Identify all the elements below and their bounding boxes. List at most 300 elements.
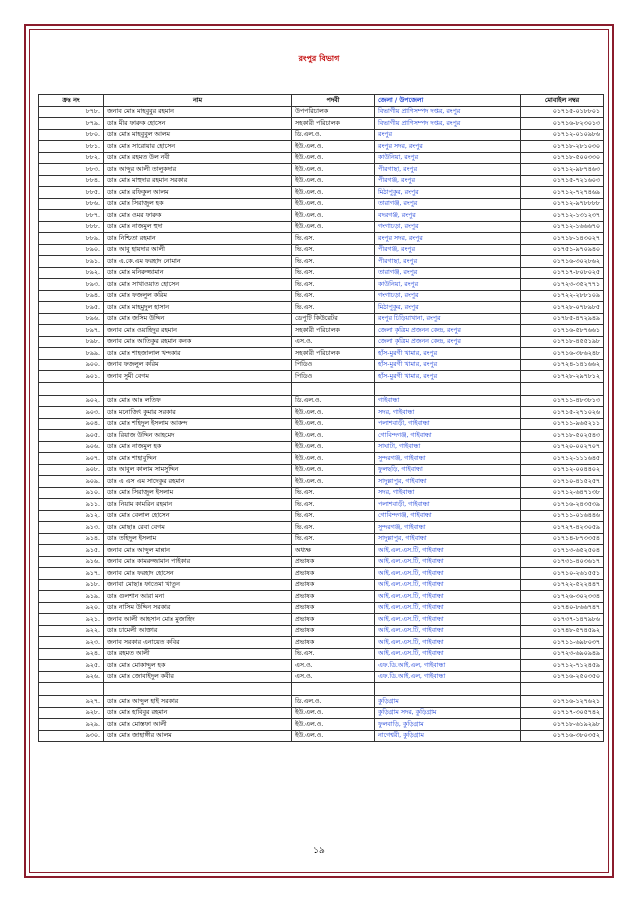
cell-designation: প্রভাষক	[292, 637, 375, 649]
cell-name: ডাঃ মোঃ সিরাজুল হক	[104, 198, 292, 210]
cell-mobile: ০১৭৪৮-৫৭৪৫৯২	[521, 625, 604, 637]
cell-designation: ভি.এস.	[292, 267, 375, 279]
spacer-cell	[104, 382, 292, 395]
cell-name: ডাঃ তহিদুল ইসলাম	[104, 533, 292, 545]
cell-designation: অধ্যক্ষ	[292, 545, 375, 557]
cell-serial: ৯১৬.	[39, 556, 104, 568]
cell-name: ডাঃ মোঃ আঃ লতিফ	[104, 395, 292, 407]
cell-name: ডাঃ মোঃ মনিরুজ্জামান	[104, 267, 292, 279]
cell-location: তারাগঞ্জ, রংপুর	[375, 198, 521, 210]
cell-name: ডাঃ নিশ্চিতা রহমান	[104, 233, 292, 245]
cell-designation: ইউ.এল.ও.	[292, 141, 375, 153]
cell-location: আই.এল.এস.টি, গাইবান্ধা	[375, 568, 521, 580]
cell-location: হাঁস-মুরগী খামার, রংপুর	[375, 359, 521, 371]
cell-mobile: ০১৭১৬-৫৮৭৬৬১	[521, 325, 604, 337]
cell-location: হাঁস-মুরগী খামার, রংপুর	[375, 371, 521, 383]
cell-mobile: ০১৭১২-১৩১২৩৭	[521, 210, 604, 222]
cell-location: বদরগঞ্জ, রংপুর	[375, 210, 521, 222]
cell-mobile: ০১৭৩৭-১৪৭৯৮৬	[521, 614, 604, 626]
cell-name: জনাব আলী আহসান মোঃ মুজাহিদ	[104, 614, 292, 626]
cell-serial: ৯০১.	[39, 371, 104, 383]
cell-mobile: ০১৭১৬-৩৮৬২৪৮	[521, 348, 604, 360]
cell-designation: ভি.এস.	[292, 290, 375, 302]
cell-mobile: ০১৭১৭-৮০৮০২৫	[521, 267, 604, 279]
cell-mobile: ০১৭১৫-২৭১০২৬	[521, 407, 604, 419]
cell-name: ডাঃ গুলশান আরা মনা	[104, 591, 292, 603]
cell-mobile: ০১৭১১-৯৬৫২১১	[521, 418, 604, 430]
table-row	[39, 707, 604, 719]
cell-serial: ৯২০.	[39, 602, 104, 614]
cell-name: ডাঃ মোঃ বেলাল হোসেন	[104, 510, 292, 522]
table-row	[39, 164, 604, 176]
cell-location: মিঠাপুকুর, রংপুর	[375, 187, 521, 199]
cell-location: আই.এল.এস.টি, গাইবান্ধা	[375, 545, 521, 557]
cell-location: ফুলছড়ি, গাইবান্ধা	[375, 464, 521, 476]
cell-location: পীরগাছা, রংপুর	[375, 256, 521, 268]
table-row	[39, 359, 604, 371]
cell-designation: ইউ.এল.ও.	[292, 418, 375, 430]
cell-name: ডাঃ মোঃ মোকাদ্দুল হক	[104, 660, 292, 672]
cell-designation: ইউ.এল.ও.	[292, 430, 375, 442]
cell-mobile: ০১৭২৪-১৪১৬৬২	[521, 359, 604, 371]
cell-designation: পিডিও	[292, 359, 375, 371]
cell-location: পলাশবাড়ী, গাইবান্ধা	[375, 418, 521, 430]
cell-name: ডাঃ নিয়াম কামরিন রহমান	[104, 499, 292, 511]
cell-location: আই.এল.এস.টি, গাইবান্ধা	[375, 614, 521, 626]
cell-name: ডাঃ আবুল কালাম সামসুদ্দিন	[104, 464, 292, 476]
spacer-cell	[375, 683, 521, 696]
cell-mobile: ০১৭১৩-৬৫২৫০৪	[521, 545, 604, 557]
table-row	[39, 290, 604, 302]
cell-designation: প্রভাষক	[292, 614, 375, 626]
table-row	[39, 602, 604, 614]
cell-mobile: ০১৭১৬-২৫০৩৫০	[521, 671, 604, 683]
cell-mobile: ০১৭১২-৭২৭৪৬৯	[521, 187, 604, 199]
cell-designation: ভি.এস.	[292, 302, 375, 314]
cell-location: গংগাচড়া, রংপুর	[375, 221, 521, 233]
cell-location: রংপুর চিড়িয়াখানা, রংপুর	[375, 313, 521, 325]
cell-serial: ৯১৫.	[39, 545, 104, 557]
cell-mobile: ০১৭১৬-৩৮০৩৫২	[521, 730, 604, 742]
cell-location: গাইবান্ধা	[375, 395, 521, 407]
spacer-cell	[39, 382, 104, 395]
cell-name: জনাব মোঃ আতিকুর রহমান কনক	[104, 336, 292, 348]
cell-serial: ৯১২.	[39, 510, 104, 522]
cell-serial: ৮৮৯.	[39, 233, 104, 245]
table-row	[39, 279, 604, 291]
cell-mobile: ০১৭১২-১১১৬৪৫	[521, 453, 604, 465]
table-row	[39, 637, 604, 649]
cell-designation: ভি.এস.	[292, 256, 375, 268]
cell-serial: ৯১৭.	[39, 568, 104, 580]
cell-name: জনাব মোঃ ফরহাদ হোসেন	[104, 568, 292, 580]
cell-location: আই.এল.এস.টি, গাইবান্ধা	[375, 579, 521, 591]
cell-serial: ৯১৯.	[39, 591, 104, 603]
cell-name: ডাঃ মোঃ ফজলুল করিম	[104, 290, 292, 302]
cell-serial: ৯২২.	[39, 625, 104, 637]
cell-serial: ৯২৩.	[39, 637, 104, 649]
cell-location: আই.এল.এস.টি, গাইবান্ধা	[375, 556, 521, 568]
cell-designation: ইউ.এল.ও.	[292, 175, 375, 187]
table-row	[39, 198, 604, 210]
cell-designation: ভি.এস.	[292, 522, 375, 534]
cell-name: ডাঃ মোঃ ওমর ফারুক	[104, 210, 292, 222]
cell-name: ডাঃ মোঃ সারোয়ার হোসেন	[104, 141, 292, 153]
cell-location: সাদুল্লাপুর, গাইবান্ধা	[375, 533, 521, 545]
cell-mobile: ০১৭১১-৪৮৩৮১৩	[521, 395, 604, 407]
cell-location: আই.এল.এস.টি, গাইবান্ধা	[375, 591, 521, 603]
cell-designation: ইউ.এল.ও.	[292, 453, 375, 465]
cell-mobile: ০১৭১২-১৬৬৬৭০	[521, 221, 604, 233]
table-row	[39, 407, 604, 419]
cell-location: এফ.ডি.আই.এল, গাইবান্ধা	[375, 660, 521, 672]
spacer-cell	[39, 683, 104, 696]
cell-serial: ৯০৭.	[39, 453, 104, 465]
cell-serial: ৯০২.	[39, 395, 104, 407]
cell-location: পীরগাছা, রংপুর	[375, 164, 521, 176]
cell-designation: ইউ.এল.ও.	[292, 187, 375, 199]
cell-designation: প্রভাষক	[292, 602, 375, 614]
cell-name: ডাঃ মোঃ মাহমুদুল হাসান	[104, 302, 292, 314]
cell-designation: সহকারী পরিচালক	[292, 325, 375, 337]
table-row	[39, 579, 604, 591]
cell-serial: ৮৯৩.	[39, 279, 104, 291]
cell-mobile: ০১৭৩১-৪০৩৬১৭	[521, 556, 604, 568]
cell-serial: ৮৮৮.	[39, 221, 104, 233]
cell-mobile: ০১৭১৮-৫০২৫৪৩	[521, 430, 604, 442]
cell-serial: ৮৯৬.	[39, 313, 104, 325]
table-row	[39, 648, 604, 660]
table-row	[39, 696, 604, 708]
cell-mobile: ০১৭২৬-৩০২৩৩৪	[521, 591, 604, 603]
cell-mobile: ০১৭৫১-৯৭০৯৪০	[521, 244, 604, 256]
table-row	[39, 441, 604, 453]
cell-location: কাউনিয়া, রংপুর	[375, 279, 521, 291]
spacer-cell	[521, 382, 604, 395]
table-row	[39, 464, 604, 476]
cell-location: সাদুল্লাপুর, গাইবান্ধা	[375, 476, 521, 488]
table-row	[39, 533, 604, 545]
cell-name: ডাঃ মোঃ নাজমুল হুদা	[104, 221, 292, 233]
cell-name: জনাব সরকার এনায়েত কবির	[104, 637, 292, 649]
cell-mobile: ০১৭১৬-১২৭৬২১	[521, 696, 604, 708]
cell-location: এফ.ডি.আই.এল, গাইবান্ধা	[375, 671, 521, 683]
cell-name: ডাঃ মোঃ মোস্তফা আলী	[104, 719, 292, 731]
cell-designation: এস.ও.	[292, 660, 375, 672]
cell-mobile: ০১৭১২-০১০৯৮৬	[521, 129, 604, 141]
cell-designation: ডি.এল.ও.	[292, 696, 375, 708]
cell-name: ডাঃ মোঃ হাবিবুর রহমান	[104, 707, 292, 719]
cell-serial: ৯০৪.	[39, 418, 104, 430]
cell-serial: ৮৮৬.	[39, 198, 104, 210]
cell-designation: ইউ.এল.ও.	[292, 210, 375, 222]
cell-name: ডাঃ মীর ফারুক হোসেন	[104, 118, 292, 130]
cell-location: পলাশবাড়ী, গাইবান্ধা	[375, 499, 521, 511]
table-row	[39, 244, 604, 256]
cell-designation: ডি.এল.ও.	[292, 395, 375, 407]
cell-mobile: ০১৭১২-০০৪৪০২	[521, 464, 604, 476]
cell-mobile: ০১৭১৮-১৪৩০২৭	[521, 233, 604, 245]
header-location: জেলা / উপজেলা	[375, 95, 521, 107]
table-row	[39, 730, 604, 742]
cell-serial: ৮৮৫.	[39, 187, 104, 199]
cell-designation: পিডিও	[292, 371, 375, 383]
cell-serial: ৮৯৯.	[39, 348, 104, 360]
cell-designation: ইউ.এল.ও.	[292, 464, 375, 476]
cell-name: ডাঃ মোঃ রহমত উল নবী	[104, 152, 292, 164]
cell-name: জনাব ফজলুল করিম	[104, 359, 292, 371]
table-row	[39, 660, 604, 672]
table-row	[39, 476, 604, 488]
cell-serial: ৮৮২.	[39, 152, 104, 164]
cell-name: ডাঃ মোঃ মাহুদার রহমান সরকার	[104, 175, 292, 187]
cell-serial: ৮৮১.	[39, 141, 104, 153]
cell-designation: ইউ.এল.ও.	[292, 441, 375, 453]
table-row	[39, 106, 604, 118]
cell-designation: উপপরিচালক	[292, 106, 375, 118]
table-row	[39, 175, 604, 187]
table-row	[39, 256, 604, 268]
cell-name: ডাঃ আব্দুর আলী তালুকদার	[104, 164, 292, 176]
cell-name: ডাঃ মোঃ আব্দুল হাই সরকার	[104, 696, 292, 708]
cell-designation: ভি.এস.	[292, 279, 375, 291]
cell-location: কুড়িগ্রাম	[375, 696, 521, 708]
cell-mobile: ০১৭১৮-২৮১০৩০	[521, 141, 604, 153]
cell-mobile: ০১৭২৩-৩৫২৭৭১	[521, 279, 604, 291]
spacer-row	[39, 382, 604, 395]
cell-location: তারাগঞ্জ, রংপুর	[375, 267, 521, 279]
cell-designation: ভি.এস.	[292, 487, 375, 499]
cell-location: সুন্দরগঞ্জ, গাইবান্ধা	[375, 453, 521, 465]
cell-name: ডাঃ মোঃ সিরাজুল ইসলাম	[104, 487, 292, 499]
cell-mobile: ০১৭১৮-৫০০৩৩০	[521, 152, 604, 164]
cell-serial: ৯২৪.	[39, 648, 104, 660]
cell-designation: এস.ও.	[292, 671, 375, 683]
cell-serial: ৯১১.	[39, 499, 104, 511]
table-row	[39, 187, 604, 199]
table-row	[39, 348, 604, 360]
table-row	[39, 336, 604, 348]
cell-designation: ইউ.এল.ও.	[292, 719, 375, 731]
cell-name: ডাঃ মোঃ জোবাইদুল কবীর	[104, 671, 292, 683]
cell-location: বিভাগীয় প্রাণিসম্পদ দপ্তর, রংপুর	[375, 118, 521, 130]
cell-name: জনাব মোঃ ওয়াহিদুর রহমান	[104, 325, 292, 337]
cell-location: নাগেশ্বরী, কুড়িগ্রাম	[375, 730, 521, 742]
cell-designation: প্রভাষক	[292, 556, 375, 568]
cell-designation: ডি.এল.ও.	[292, 129, 375, 141]
spacer-cell	[375, 382, 521, 395]
cell-serial: ৮৯০.	[39, 244, 104, 256]
cell-serial: ৯০৮.	[39, 464, 104, 476]
table-row	[39, 671, 604, 683]
cell-location: জেলা কৃত্রিম প্রজনন কেন্দ্র, রংপুর	[375, 336, 521, 348]
cell-serial: ৯০৩.	[39, 407, 104, 419]
cell-name: ডাঃ মোঃ শাহাবুদ্দিন	[104, 453, 292, 465]
table-row	[39, 418, 604, 430]
table-row	[39, 556, 604, 568]
table-row	[39, 499, 604, 511]
cell-name: জনাব মোঃ মাহবুবুর রহমান	[104, 106, 292, 118]
table-row	[39, 625, 604, 637]
cell-serial: ৯১০.	[39, 487, 104, 499]
table-row	[39, 313, 604, 325]
cell-mobile: ০১৭১২-৭১২৪৫৯	[521, 660, 604, 672]
cell-name: ডাঃ মোঃ জাহাঙ্গীর আলম	[104, 730, 292, 742]
cell-location: মিঠাপুকুর, রংপুর	[375, 302, 521, 314]
header-serial: ক্রঃ নং	[39, 95, 104, 107]
spacer-row	[39, 683, 604, 696]
cell-serial: ৮৭৮.	[39, 106, 104, 118]
table-row	[39, 614, 604, 626]
cell-mobile: ০১৭২৭-৪২৩০৫৯	[521, 522, 604, 534]
table-row	[39, 302, 604, 314]
cell-designation: ইউ.এল.ও.	[292, 164, 375, 176]
cell-designation: সহকারী পরিচালক	[292, 118, 375, 130]
cell-mobile: ০১৭১৬-৮২৩০১৩	[521, 118, 604, 130]
cell-mobile: ০১৭১০-৪১৫২৫৭	[521, 476, 604, 488]
cell-designation: ইউ.এল.ও.	[292, 152, 375, 164]
cell-serial: ৮৮০.	[39, 129, 104, 141]
cell-mobile: ০১৭১২-৯৮৭৪৬৩	[521, 164, 604, 176]
table-row	[39, 487, 604, 499]
cell-name: ডাঃ মোঃ শহিদুল ইসলাম আকন্দ	[104, 418, 292, 430]
cell-designation: প্রভাষক	[292, 591, 375, 603]
cell-name: ডাঃ এ এস এম সাদেকুর রহমান	[104, 476, 292, 488]
cell-mobile: ০১৭১২-৯৭৮৮৮৮	[521, 198, 604, 210]
cell-designation: ভি.এস.	[292, 510, 375, 522]
cell-designation: ইউ.এল.ও.	[292, 407, 375, 419]
table-row	[39, 152, 604, 164]
table-row	[39, 267, 604, 279]
cell-name: ডাঃ মোঃ নাজমুল হক	[104, 441, 292, 453]
header-name: নাম	[104, 95, 292, 107]
cell-serial: ৯১৮.	[39, 579, 104, 591]
cell-mobile: ০১৭২২-৫২২৪৪৭	[521, 579, 604, 591]
cell-mobile: ০১৭৮৫-৪৭২৯৪৯	[521, 313, 604, 325]
spacer-cell	[292, 683, 375, 696]
cell-name: ডাঃ মোঃ জসিম উদ্দিন	[104, 313, 292, 325]
cell-name: ডাঃ মোঃ সাখাওয়াত হোসেন	[104, 279, 292, 291]
cell-location: কাউনিয়া, রংপুর	[375, 152, 521, 164]
header-designation: পদবী	[292, 95, 375, 107]
cell-location: গোবিন্দগঞ্জ, গাইবান্ধা	[375, 510, 521, 522]
cell-serial: ৯০৯.	[39, 476, 104, 488]
cell-location: আই.এল.এস.টি, গাইবান্ধা	[375, 648, 521, 660]
cell-serial: ৯২৫.	[39, 660, 104, 672]
cell-designation: ভি.এস.	[292, 648, 375, 660]
cell-name: জনাব সুমী বেগম	[104, 371, 292, 383]
cell-designation: ইউ.এল.ও.	[292, 221, 375, 233]
spacer-cell	[104, 683, 292, 696]
staff-table	[38, 94, 604, 742]
cell-mobile: ০১৭২০-০০২৭০৭	[521, 441, 604, 453]
cell-designation: ইউ.এল.ও.	[292, 198, 375, 210]
cell-mobile: ০১৭২৮-০৭৮৯৮৫	[521, 302, 604, 314]
cell-designation: ইউ.এল.ও.	[292, 730, 375, 742]
cell-location: গংগাচড়া, রংপুর	[375, 290, 521, 302]
cell-location: ফুলবাড়ি, কুড়িগ্রাম	[375, 719, 521, 731]
cell-serial: ৮৮৪.	[39, 175, 104, 187]
cell-serial: ৯২৯.	[39, 719, 104, 731]
cell-serial: ৮৯২.	[39, 267, 104, 279]
cell-name: ডাঃ চামেলী আক্তার	[104, 625, 292, 637]
cell-location: রংপুর	[375, 129, 521, 141]
cell-location: আই.এল.এস.টি, গাইবান্ধা	[375, 637, 521, 649]
cell-serial: ৮৮৭.	[39, 210, 104, 222]
cell-name: ডাঃ নাসিম উদ্দিন সরকার	[104, 602, 292, 614]
cell-designation: ভি.এস.	[292, 244, 375, 256]
cell-serial: ৯২১.	[39, 614, 104, 626]
table-header-row	[39, 95, 604, 107]
cell-serial: ৮৯৫.	[39, 302, 104, 314]
cell-serial: ৯২৮.	[39, 707, 104, 719]
table-row	[39, 118, 604, 130]
table-row	[39, 591, 604, 603]
table-row	[39, 141, 604, 153]
cell-name: ডাঃ রিয়াজ উদ্দিন আহমেদ	[104, 430, 292, 442]
cell-mobile: ০১৭৪০-৮৬৬৭৪৭	[521, 602, 604, 614]
cell-name: ডাঃ মোঃ রফিকুল আলম	[104, 187, 292, 199]
table-body	[39, 106, 604, 742]
cell-location: হাঁস-মুরগী খামার, রংপুর	[375, 348, 521, 360]
cell-location: সদর, গাইবান্ধা	[375, 487, 521, 499]
cell-location: সুন্দরগঞ্জ, গাইবান্ধা	[375, 522, 521, 534]
cell-location: বিভাগীয় প্রাণিসম্পদ দপ্তর, রংপুর	[375, 106, 521, 118]
cell-location: রংপুর সদর, রংপুর	[375, 233, 521, 245]
cell-location: রংপুর সদর, রংপুর	[375, 141, 521, 153]
cell-name: ডাঃ মোছাঃ রেবা বেগম	[104, 522, 292, 534]
cell-designation: ডেপুটি কিউরেটর	[292, 313, 375, 325]
cell-mobile: ০১৭১১-০১৬৪৪৬	[521, 510, 604, 522]
cell-serial: ৯৩০.	[39, 730, 104, 742]
cell-serial: ৮৯৭.	[39, 325, 104, 337]
cell-mobile: ০১৭১১-৬৯৮০৩৭	[521, 637, 604, 649]
cell-serial: ৮৯৪.	[39, 290, 104, 302]
cell-location: সদর, গাইবান্ধা	[375, 407, 521, 419]
table-row	[39, 233, 604, 245]
cell-location: আই.এল.এস.টি, গাইবান্ধা	[375, 602, 521, 614]
table-row	[39, 522, 604, 534]
cell-name: ডাঃ মনোজিৎ কুমার সরকার	[104, 407, 292, 419]
cell-name: ডাঃ আবু হায়দার আলী	[104, 244, 292, 256]
table-row	[39, 129, 604, 141]
cell-location: পীরগঞ্জ, রংপুর	[375, 175, 521, 187]
table-row	[39, 210, 604, 222]
cell-designation: ইউ.এল.ও.	[292, 476, 375, 488]
cell-serial: ৮৭৯.	[39, 118, 104, 130]
cell-serial: ৯০৬.	[39, 441, 104, 453]
page-title: রংপুর বিভাগ	[298, 54, 340, 63]
cell-serial: ৯২৬.	[39, 671, 104, 683]
cell-mobile: ০১৭১৮-৬১৯২৯৮	[521, 719, 604, 731]
table-row	[39, 568, 604, 580]
table-row	[39, 430, 604, 442]
cell-serial: ৮৯১.	[39, 256, 104, 268]
header-mobile: মোবাইল নম্বর	[521, 95, 604, 107]
cell-name: ডাঃ এ.কে.এম ফরহাদ নোমান	[104, 256, 292, 268]
cell-mobile: ০১৭১৬-২৪৩৫৩৯	[521, 499, 604, 511]
cell-mobile: ০১৭১৭-৩০৫৭৪২	[521, 707, 604, 719]
cell-serial: ৯২৭.	[39, 696, 104, 708]
cell-mobile: ০১৭১৬-৩০২৮৬২	[521, 256, 604, 268]
cell-serial: ৯০০.	[39, 359, 104, 371]
cell-location: আই.এল.এস.টি, গাইবান্ধা	[375, 625, 521, 637]
cell-name: ডাঃ মোঃ মাহবুবুল আলম	[104, 129, 292, 141]
cell-name: জনাবা মোছাঃ ফাতেমা খাতুন	[104, 579, 292, 591]
cell-name: ডাঃ মোঃ শাহজালাল খন্দকার	[104, 348, 292, 360]
cell-mobile: ০১৭২৩-৬৯০৯৪৯	[521, 648, 604, 660]
table-row	[39, 221, 604, 233]
